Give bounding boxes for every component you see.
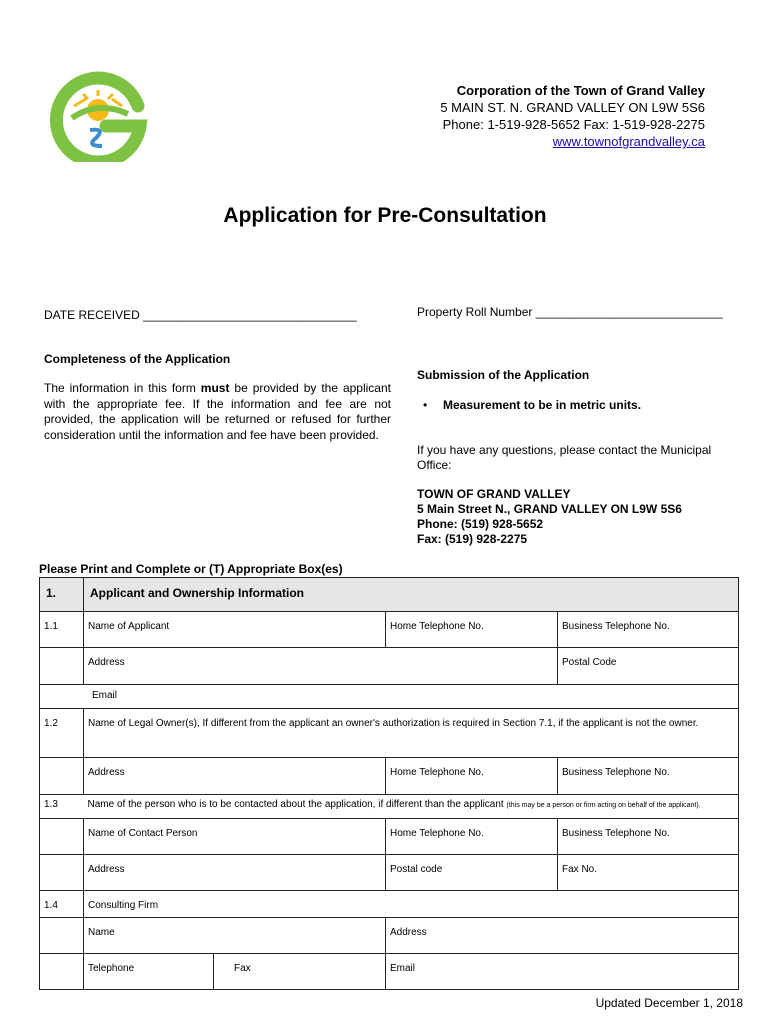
property-roll-number-field[interactable]: Property Roll Number ____________________________ xyxy=(417,305,723,319)
table-row xyxy=(40,918,739,954)
legal-owner-field[interactable]: Name of Legal Owner(s), If different from the applicant an owner's authorization is required in Section 7.1, if the applicant is not the owner. xyxy=(84,709,739,758)
firm-email-field[interactable]: Email xyxy=(386,954,739,990)
table-row: 1.4 Consulting Firm xyxy=(40,891,739,918)
instructions: Please Print and Complete or (T) Appropriate Box(es) xyxy=(39,562,343,576)
applicant-name-field[interactable]: Name of Applicant xyxy=(84,612,386,648)
owner-business-tel-field[interactable]: Business Telephone No. xyxy=(558,758,739,795)
owner-home-tel-field[interactable]: Home Telephone No. xyxy=(386,758,558,795)
consulting-firm-label: Consulting Firm xyxy=(84,891,739,918)
section-title: Applicant and Ownership Information xyxy=(84,578,739,612)
owner-address-field[interactable]: Address xyxy=(84,758,386,795)
section-number: 1. xyxy=(40,578,84,612)
applicant-postal-code-field[interactable]: Postal Code xyxy=(558,648,739,685)
firm-name-field[interactable]: Name xyxy=(84,918,386,954)
updated-date: Updated December 1, 2018 xyxy=(595,996,743,1010)
organization-name: Corporation of the Town of Grand Valley xyxy=(456,83,705,98)
contact-person-question: Name of the person who is to be contacted about the application, if different than the applicant (this may be a person or firm acting on behalf of the applicant). xyxy=(84,795,739,819)
firm-address-field[interactable]: Address xyxy=(386,918,739,954)
contact-block: TOWN OF GRAND VALLEY 5 Main Street N., GRAND VALLEY ON L9W 5S6 Phone: (519) 928-5652 Fax: (519) 928-2275 xyxy=(417,487,682,546)
table-row: 1.1 Name of Applicant Home Telephone No. Business Telephone No. xyxy=(40,612,739,648)
table-row: 1.2 Name of Legal Owner(s), If different from the applicant an owner's authorization is required in Section 7.1, if the applicant is not the owner. xyxy=(40,709,739,758)
applicant-home-tel-field[interactable]: Home Telephone No. xyxy=(386,612,558,648)
firm-fax-field[interactable]: Fax xyxy=(214,954,386,990)
application-form-table xyxy=(39,577,739,990)
table-row xyxy=(40,855,739,891)
town-logo xyxy=(50,66,150,162)
contact-postal-code-field[interactable]: Postal code xyxy=(386,855,558,891)
metric-units-note: Measurement to be in metric units. xyxy=(443,398,642,412)
letterhead xyxy=(440,82,705,150)
submission-heading: Submission of the Application xyxy=(417,368,590,382)
table-row xyxy=(40,758,739,795)
bullet-icon: • xyxy=(423,398,428,412)
contact-name-field[interactable]: Name of Contact Person xyxy=(84,819,386,855)
organization-address: 5 MAIN ST. N. GRAND VALLEY ON L9W 5S6 xyxy=(440,100,705,115)
applicant-address-field[interactable]: Address xyxy=(84,648,558,685)
applicant-business-tel-field[interactable]: Business Telephone No. xyxy=(558,612,739,648)
contact-home-tel-field[interactable]: Home Telephone No. xyxy=(386,819,558,855)
applicant-email-field[interactable]: Email xyxy=(40,685,739,709)
table-row xyxy=(40,954,739,990)
questions-text: If you have any questions, please contact the Municipal Office: xyxy=(417,443,712,472)
section-header xyxy=(40,578,739,612)
table-row: 1.3 Name of the person who is to be contacted about the application, if different than the applicant (this may be a person or firm acting on behalf of the applicant). xyxy=(40,795,739,819)
contact-fax-field[interactable]: Fax No. xyxy=(558,855,739,891)
contact-business-tel-field[interactable]: Business Telephone No. xyxy=(558,819,739,855)
firm-telephone-field[interactable]: Telephone xyxy=(84,954,214,990)
table-row xyxy=(40,685,739,709)
table-row xyxy=(40,648,739,685)
completeness-heading: Completeness of the Application xyxy=(44,352,231,366)
table-row xyxy=(40,819,739,855)
date-received-field[interactable]: DATE RECEIVED ________________________________ xyxy=(44,308,357,322)
completeness-text: The information in this form must be provided by the applicant with the appropriate fee. If the information and fee are not provided, the application will be returned or refused for further consideration until the information and fee have been provided. xyxy=(44,381,391,442)
organization-phone-fax: Phone: 1-519-928-5652 Fax: 1-519-928-2275 xyxy=(442,117,705,132)
page-title: Application for Pre-Consultation xyxy=(223,204,547,227)
contact-address-field[interactable]: Address xyxy=(84,855,386,891)
website-link[interactable]: www.townofgrandvalley.ca xyxy=(552,134,705,149)
